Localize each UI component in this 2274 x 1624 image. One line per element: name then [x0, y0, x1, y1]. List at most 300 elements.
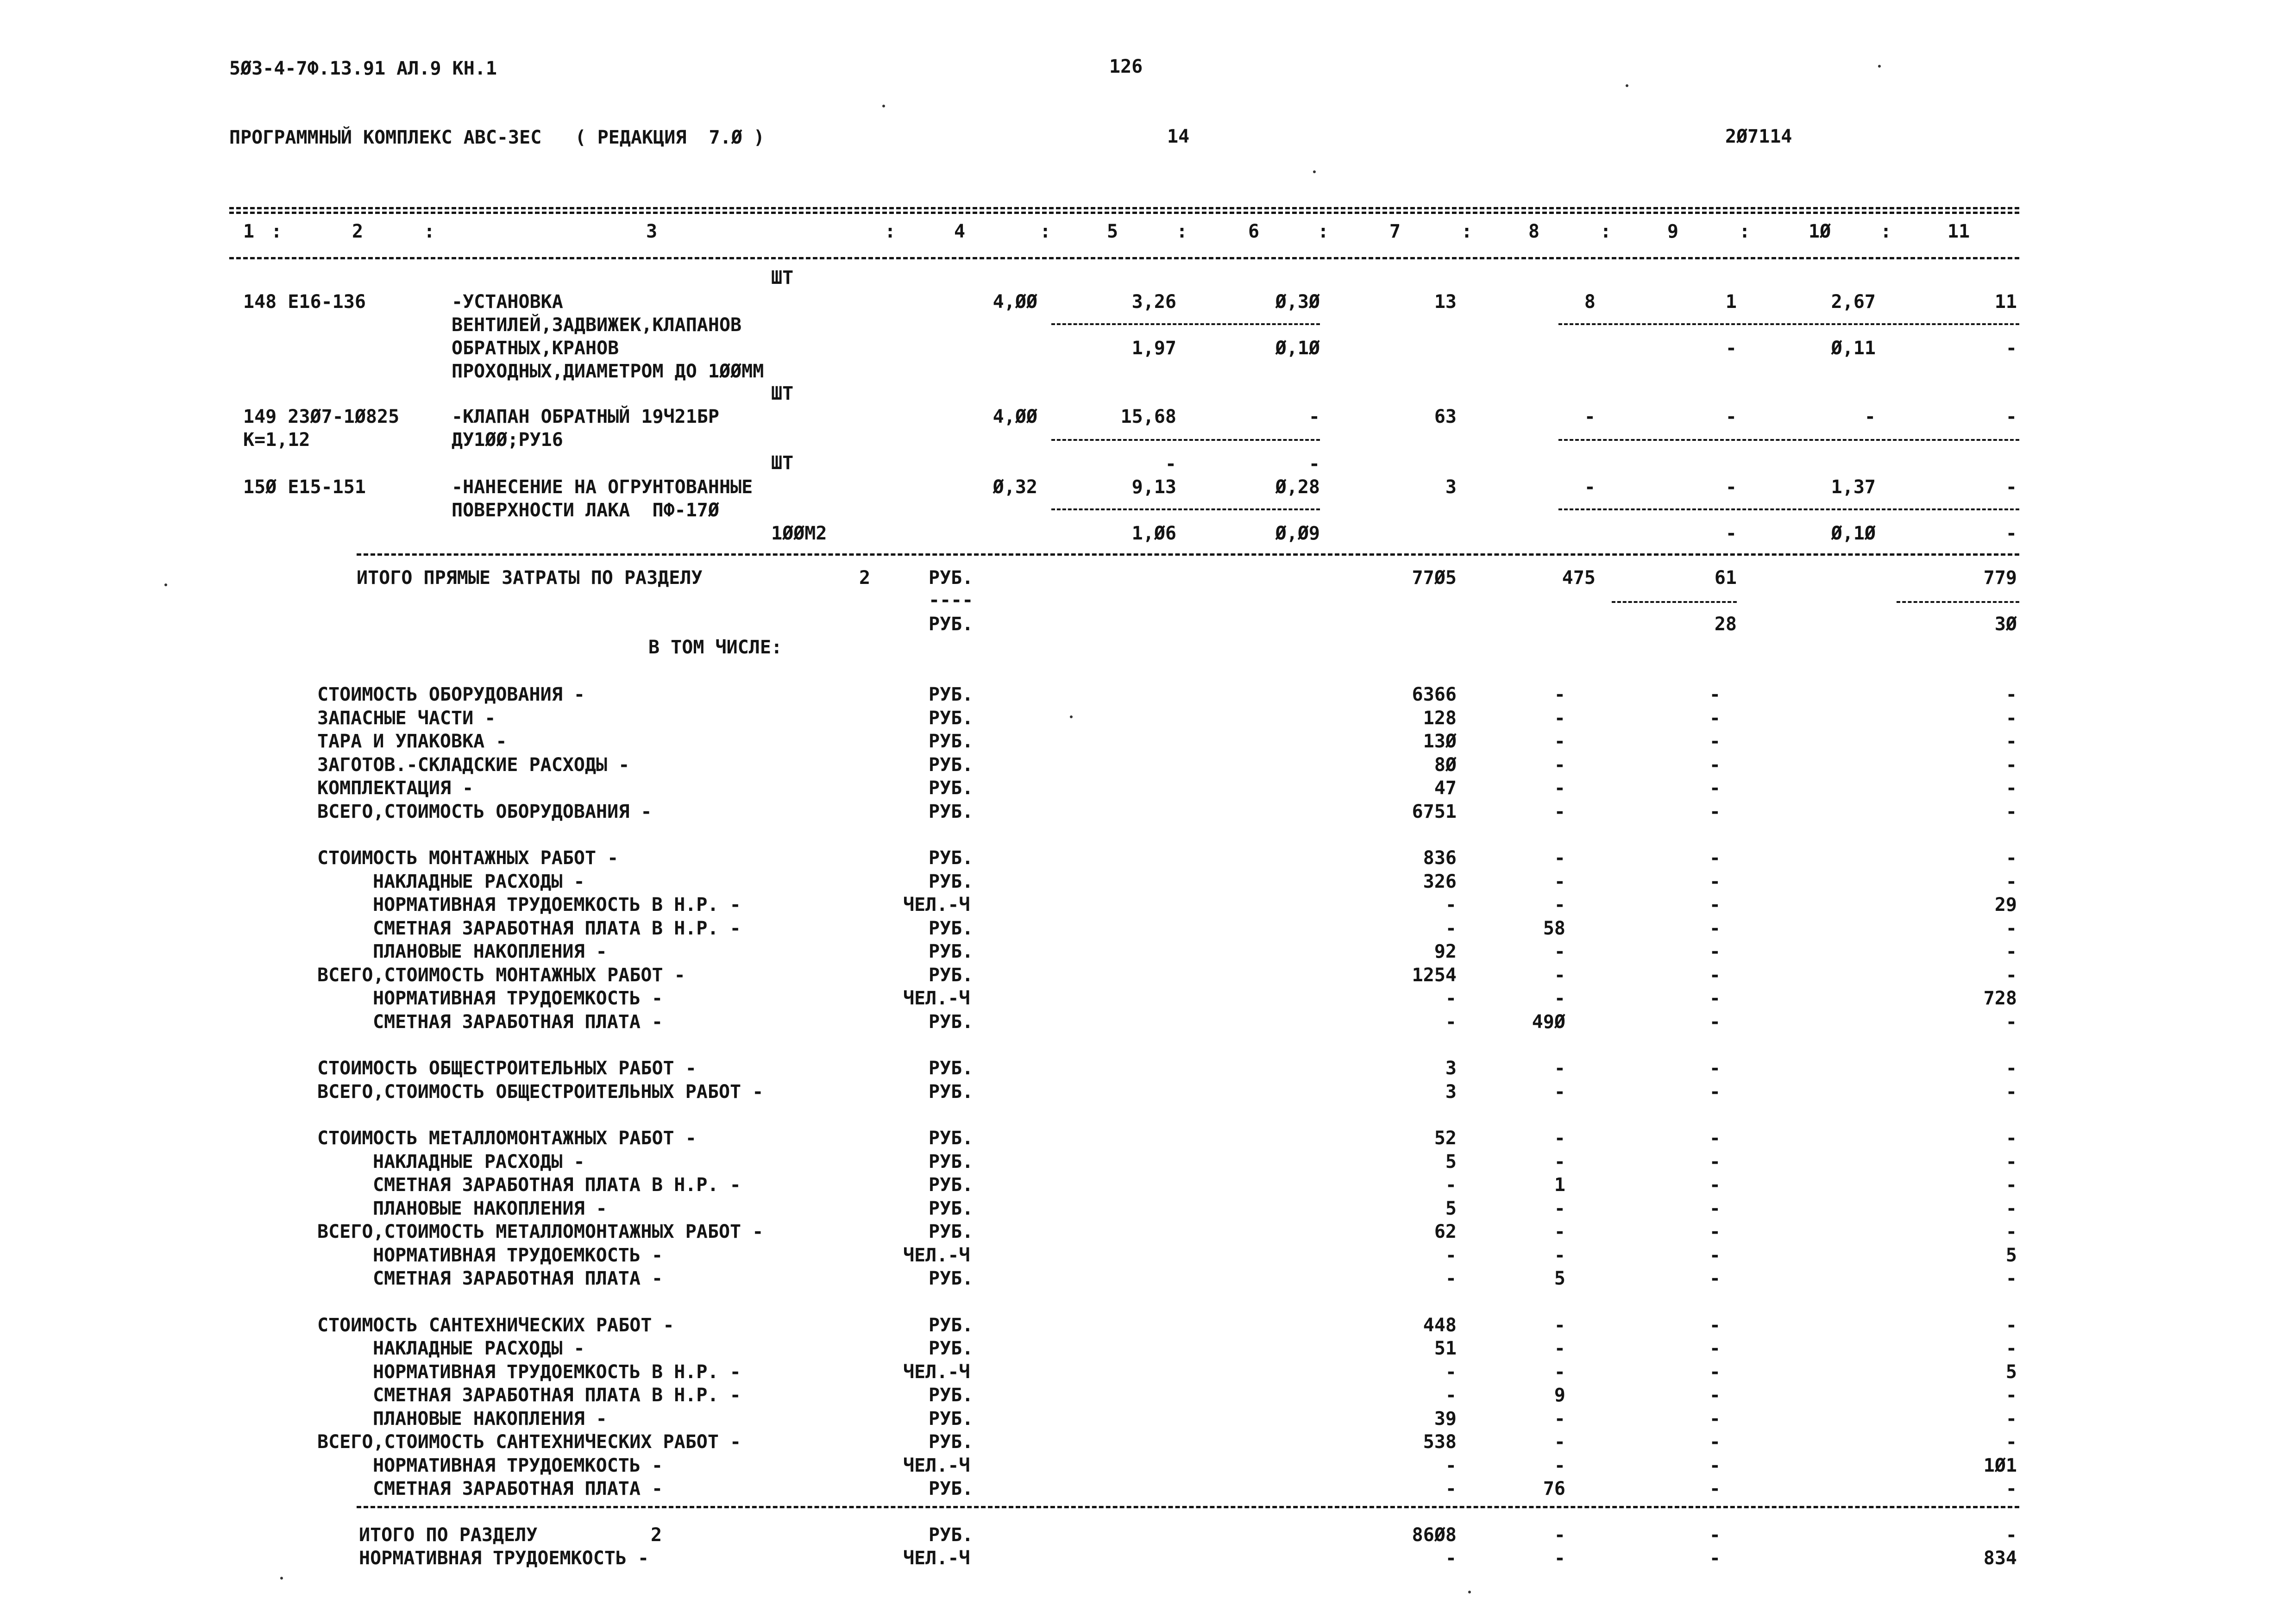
summary-label: ПЛАНОВЫЕ НАКОПЛЕНИЯ - [373, 1408, 607, 1430]
summary-unit: РУБ. [929, 1338, 974, 1359]
column-separator: : [1318, 221, 1329, 242]
summary-c8: - [1554, 847, 1565, 869]
summary-label: СТОИМОСТЬ МОНТАЖНЫХ РАБОТ - [317, 847, 619, 869]
summary-c11: - [2005, 1198, 2017, 1219]
column-separator: : [271, 221, 283, 242]
summary-c11: - [2005, 1431, 2017, 1453]
summary-c11: - [2005, 801, 2017, 822]
summary-c7: 13Ø [1423, 731, 1457, 752]
item-150-c6b: Ø,Ø9 [1275, 523, 1320, 544]
item-150-c9b: - [1725, 523, 1737, 544]
summary-c8: - [1554, 731, 1565, 752]
summary-label: ТАРА И УПАКОВКА - [317, 731, 507, 752]
direct-costs-unit: РУБ. [929, 567, 974, 589]
summary-c7: - [1445, 1361, 1457, 1383]
item-150-c5: 9,13 [1131, 477, 1176, 498]
item-149-c10: - [1864, 406, 1876, 427]
summary-c7: - [1445, 1011, 1457, 1033]
item-148-c11b: - [2005, 338, 2017, 359]
item-148-sep-b [1558, 323, 2019, 325]
summary-c8: - [1554, 1244, 1565, 1266]
summary-c11: 5 [2005, 1361, 2017, 1383]
item-148-c8: 8 [1584, 291, 1596, 313]
summary-unit: РУБ. [929, 1011, 974, 1033]
scan-speck [1626, 84, 1628, 87]
summary-c7: - [1445, 988, 1457, 1009]
column-header-4: 4 [954, 221, 966, 242]
summary-c8: 49Ø [1532, 1011, 1565, 1033]
summary-unit: РУБ. [929, 1431, 974, 1453]
total-c9: - [1709, 1524, 1721, 1546]
summary-c8: - [1554, 1081, 1565, 1103]
summary-unit: РУБ. [929, 1385, 974, 1406]
summary-c7: - [1445, 1478, 1457, 1499]
summary-c7: 5 [1445, 1198, 1457, 1219]
column-separator: : [1040, 221, 1051, 242]
item-148-c9: 1 [1725, 291, 1737, 313]
total-label: НОРМАТИВНАЯ ТРУДОЕМКОСТЬ - [359, 1548, 649, 1569]
summary-c8: 1 [1554, 1174, 1565, 1196]
summary-c7: 3 [1445, 1058, 1457, 1079]
summary-c9: - [1709, 871, 1721, 892]
program-title: ПРОГРАММНЫЙ КОМПЛЕКС АВС-3ЕС ( РЕДАКЦИЯ 7.Ø ) [229, 127, 765, 148]
summary-label: НАКЛАДНЫЕ РАСХОДЫ - [373, 1151, 585, 1173]
item-149-sep-a [1051, 439, 1320, 441]
summary-c9: - [1709, 1151, 1721, 1173]
total-label: ИТОГО ПО РАЗДЕЛУ [359, 1524, 538, 1546]
summary-c9: - [1709, 964, 1721, 986]
column-header-9: 9 [1667, 221, 1679, 242]
summary-c7: 6366 [1412, 684, 1457, 705]
item-150-c7: 3 [1445, 477, 1457, 498]
summary-c11: - [2005, 1151, 2017, 1173]
item-149-c6: - [1308, 406, 1320, 427]
column-header-1Ø: 1Ø [1809, 221, 1831, 242]
item-148-desc-4: ПРОХОДНЫХ,ДИАМЕТРОМ ДО 1ØØММ [452, 361, 764, 382]
summary-c9: - [1709, 1431, 1721, 1453]
direct-costs-label: ИТОГО ПРЯМЫЕ ЗАТРАТЫ ПО РАЗДЕЛУ [357, 567, 703, 589]
item-148-desc: -УСТАНОВКА [452, 291, 563, 313]
item-150-c11: - [2005, 477, 2017, 498]
summary-c11: - [2005, 1221, 2017, 1242]
summary-c11: - [2005, 1385, 2017, 1406]
summary-label: СМЕТНАЯ ЗАРАБОТНАЯ ПЛАТА В Н.Р. - [373, 1385, 741, 1406]
summary-c9: - [1709, 754, 1721, 776]
item-148-c5: 3,26 [1131, 291, 1176, 313]
summary-c8: - [1554, 1314, 1565, 1336]
item-150-id: 15Ø Е15-151 [243, 477, 366, 498]
column-separator: : [424, 221, 435, 242]
total-c8: - [1554, 1524, 1565, 1546]
item-149-c9: - [1725, 406, 1737, 427]
page-number: 126 [1109, 56, 1143, 77]
column-header-1: 1 [243, 221, 255, 242]
document-code: 5Ø3-4-7Ф.13.91 АЛ.9 КН.1 [229, 58, 497, 79]
summary-c11: - [2005, 1478, 2017, 1499]
item-149-c11: - [2005, 406, 2017, 427]
summary-label: СМЕТНАЯ ЗАРАБОТНАЯ ПЛАТА - [373, 1268, 663, 1289]
item-149-desc: -КЛАПАН ОБРАТНЫЙ 19Ч21БР [452, 406, 719, 427]
summary-label: ВСЕГО,СТОИМОСТЬ МОНТАЖНЫХ РАБОТ - [317, 964, 685, 986]
unit-148: ШТ [771, 267, 794, 288]
summary-label: НОРМАТИВНАЯ ТРУДОЕМКОСТЬ - [373, 988, 663, 1009]
summary-unit: РУБ. [929, 801, 974, 822]
item-148-c10: 2,67 [1831, 291, 1876, 313]
summary-unit: РУБ. [929, 778, 974, 799]
summary-c7: 39 [1434, 1408, 1457, 1430]
summary-unit: РУБ. [929, 731, 974, 752]
item-150-sep-a [1051, 508, 1320, 510]
summary-label: СМЕТНАЯ ЗАРАБОТНАЯ ПЛАТА В Н.Р. - [373, 1174, 741, 1196]
summary-label: СМЕТНАЯ ЗАРАБОТНАЯ ПЛАТА - [373, 1478, 663, 1499]
summary-c11: - [2005, 731, 2017, 752]
summary-c11: - [2005, 1011, 2017, 1033]
summary-c11: - [2005, 1174, 2017, 1196]
item-149-c7: 63 [1434, 406, 1457, 427]
summary-c8: - [1554, 707, 1565, 729]
summary-unit: РУБ. [929, 964, 974, 986]
summary-label: НОРМАТИВНАЯ ТРУДОЕМКОСТЬ - [373, 1455, 663, 1476]
summary-c8: - [1554, 871, 1565, 892]
top-rule-2 [229, 212, 2019, 214]
item-149-c6b: - [1308, 453, 1320, 475]
scan-speck [280, 1577, 283, 1580]
summary-c9: - [1709, 1314, 1721, 1336]
item-149-qty: 4,ØØ [993, 406, 1037, 427]
summary-unit: РУБ. [929, 1058, 974, 1079]
summary-c8: - [1554, 1431, 1565, 1453]
column-separator: : [1600, 221, 1612, 242]
summary-c7: 326 [1423, 871, 1457, 892]
direct-costs-c8: 475 [1562, 567, 1596, 589]
direct-costs-sep-b [1897, 601, 2019, 603]
unit-149: ШТ [771, 383, 794, 404]
summary-label: ЗАГОТОВ.-СКЛАДСКИЕ РАСХОДЫ - [317, 754, 630, 776]
item-149-id-2: К=1,12 [243, 429, 310, 451]
direct-costs-section: 2 [859, 567, 871, 589]
summary-unit: РУБ. [929, 847, 974, 869]
item-148-sep-a [1051, 323, 1320, 325]
summary-c7: 52 [1434, 1128, 1457, 1149]
summary-c9: - [1709, 941, 1721, 962]
summary-c7: 3 [1445, 1081, 1457, 1103]
item-149-c8: - [1584, 406, 1596, 427]
summary-label: НАКЛАДНЫЕ РАСХОДЫ - [373, 871, 585, 892]
item-148-c11: 11 [1994, 291, 2017, 313]
summary-c9: - [1709, 684, 1721, 705]
summary-c9: - [1709, 801, 1721, 822]
summary-c11: - [2005, 707, 2017, 729]
item-148-qty: 4,ØØ [993, 291, 1037, 313]
summary-label: ЗАПАСНЫЕ ЧАСТИ - [317, 707, 496, 729]
summary-c9: - [1709, 894, 1721, 915]
summary-label: НОРМАТИВНАЯ ТРУДОЕМКОСТЬ В Н.Р. - [373, 894, 741, 915]
item-150-qty: Ø,32 [993, 477, 1037, 498]
summary-label: СТОИМОСТЬ ОБЩЕСТРОИТЕЛЬНЫХ РАБОТ - [317, 1058, 697, 1079]
summary-c11: - [2005, 917, 2017, 939]
summary-label: ВСЕГО,СТОИМОСТЬ САНТЕХНИЧЕСКИХ РАБОТ - [317, 1431, 741, 1453]
summary-c8: 9 [1554, 1385, 1565, 1406]
column-header-11: 11 [1947, 221, 1970, 242]
summary-unit: РУБ. [929, 1198, 974, 1219]
summary-unit: РУБ. [929, 1151, 974, 1173]
direct-costs-dash: ---- [929, 589, 974, 611]
total-section: 2 [651, 1524, 662, 1546]
summary-c7: 128 [1423, 707, 1457, 729]
summary-c11: - [2005, 1408, 2017, 1430]
column-header-7: 7 [1389, 221, 1401, 242]
summary-label: ВСЕГО,СТОИМОСТЬ МЕТАЛЛОМОНТАЖНЫХ РАБОТ - [317, 1221, 764, 1242]
summary-c8: 5 [1554, 1268, 1565, 1289]
summary-c7: 47 [1434, 778, 1457, 799]
summary-unit: ЧЕЛ.-Ч [903, 988, 970, 1009]
item-150-c9: - [1725, 477, 1737, 498]
column-header-5: 5 [1107, 221, 1118, 242]
total-unit: РУБ. [929, 1524, 974, 1546]
summary-c8: - [1554, 894, 1565, 915]
column-header-8: 8 [1528, 221, 1540, 242]
direct-costs-c9: 61 [1714, 567, 1737, 589]
summary-unit: РУБ. [929, 707, 974, 729]
summary-c9: - [1709, 1198, 1721, 1219]
summary-c11: - [2005, 964, 2017, 986]
item-148-id: 148 Е16-136 [243, 291, 366, 313]
item-150-c10b: Ø,1Ø [1831, 523, 1876, 544]
item-150-desc: -НАНЕСЕНИЕ НА ОГРУНТОВАННЫЕ [452, 477, 753, 498]
summary-label: КОМПЛЕКТАЦИЯ - [317, 778, 474, 799]
direct-costs-rule [357, 553, 2019, 556]
summary-c11: - [2005, 941, 2017, 962]
summary-c7: - [1445, 894, 1457, 915]
total-unit: ЧЕЛ.-Ч [903, 1548, 970, 1569]
item-148-desc-3: ОБРАТНЫХ,КРАНОВ [452, 338, 619, 359]
item-148-c6: Ø,3Ø [1275, 291, 1320, 313]
summary-c11: 29 [1994, 894, 2017, 915]
summary-c7: - [1445, 1385, 1457, 1406]
total-c11: - [2005, 1524, 2017, 1546]
total-c9: - [1709, 1548, 1721, 1569]
summary-c9: - [1709, 988, 1721, 1009]
column-separator: : [885, 221, 896, 242]
summary-unit: РУБ. [929, 1174, 974, 1196]
summary-label: ПЛАНОВЫЕ НАКОПЛЕНИЯ - [373, 941, 607, 962]
summary-c9: - [1709, 1221, 1721, 1242]
summary-c9: - [1709, 847, 1721, 869]
summary-c7: 51 [1434, 1338, 1457, 1359]
item-150-c8: - [1584, 477, 1596, 498]
summary-c11: - [2005, 684, 2017, 705]
scan-speck [882, 105, 885, 107]
item-148-c10b: Ø,11 [1831, 338, 1876, 359]
item-150-c10: 1,37 [1831, 477, 1876, 498]
summary-label: НОРМАТИВНАЯ ТРУДОЕМКОСТЬ - [373, 1244, 663, 1266]
summary-unit: РУБ. [929, 1408, 974, 1430]
summary-c8: - [1554, 1408, 1565, 1430]
summary-c11: - [2005, 1314, 2017, 1336]
summary-label: СМЕТНАЯ ЗАРАБОТНАЯ ПЛАТА В Н.Р. - [373, 917, 741, 939]
summary-c8: - [1554, 1338, 1565, 1359]
sheet-number: 14 [1167, 126, 1190, 147]
summary-c11: - [2005, 1338, 2017, 1359]
final-total-rule [357, 1506, 2019, 1508]
item-148-c9b: - [1725, 338, 1737, 359]
column-separator: : [1176, 221, 1188, 242]
summary-c11: - [2005, 1058, 2017, 1079]
item-149-sep-b [1558, 439, 2019, 441]
summary-label: СТОИМОСТЬ САНТЕХНИЧЕСКИХ РАБОТ - [317, 1314, 674, 1336]
summary-c9: - [1709, 1478, 1721, 1499]
scan-speck [1313, 170, 1316, 173]
summary-c9: - [1709, 1268, 1721, 1289]
summary-c9: - [1709, 1455, 1721, 1476]
summary-label: ВСЕГО,СТОИМОСТЬ ОБЩЕСТРОИТЕЛЬНЫХ РАБОТ - [317, 1081, 764, 1103]
summary-unit: ЧЕЛ.-Ч [903, 1244, 970, 1266]
direct-costs-c11b: 3Ø [1994, 614, 2017, 635]
summary-c8: - [1554, 1361, 1565, 1383]
summary-c8: 58 [1543, 917, 1565, 939]
column-header-6: 6 [1248, 221, 1260, 242]
summary-c9: - [1709, 1408, 1721, 1430]
summary-c9: - [1709, 917, 1721, 939]
summary-c9: - [1709, 778, 1721, 799]
direct-costs-unit-2: РУБ. [929, 614, 974, 635]
summary-c7: 8Ø [1434, 754, 1457, 776]
summary-c8: - [1554, 778, 1565, 799]
summary-c8: - [1554, 684, 1565, 705]
summary-unit: РУБ. [929, 941, 974, 962]
summary-c9: - [1709, 1011, 1721, 1033]
unit-150: ШТ [771, 452, 794, 474]
summary-label: СТОИМОСТЬ ОБОРУДОВАНИЯ - [317, 684, 585, 705]
summary-unit: ЧЕЛ.-Ч [903, 894, 970, 915]
summary-c11: - [2005, 778, 2017, 799]
summary-c9: - [1709, 1385, 1721, 1406]
summary-c8: - [1554, 1198, 1565, 1219]
item-150-c5b: 1,Ø6 [1131, 523, 1176, 544]
summary-c8: 76 [1543, 1478, 1565, 1499]
summary-c7: 1254 [1412, 964, 1457, 986]
summary-c11: 728 [1983, 988, 2017, 1009]
top-rule [229, 207, 2019, 209]
summary-unit: РУБ. [929, 754, 974, 776]
summary-c8: - [1554, 964, 1565, 986]
summary-c7: 448 [1423, 1314, 1457, 1336]
summary-unit: РУБ. [929, 684, 974, 705]
summary-c7: - [1445, 1455, 1457, 1476]
summary-unit: РУБ. [929, 917, 974, 939]
scan-speck [1070, 715, 1073, 718]
total-c7: 86Ø8 [1412, 1524, 1457, 1546]
summary-c7: - [1445, 1174, 1457, 1196]
item-149-desc-2: ДУ1ØØ;РУ16 [452, 429, 563, 451]
summary-c7: 92 [1434, 941, 1457, 962]
summary-c8: - [1554, 1455, 1565, 1476]
item-148-c7: 13 [1434, 291, 1457, 313]
summary-label: ВСЕГО,СТОИМОСТЬ ОБОРУДОВАНИЯ - [317, 801, 652, 822]
item-150-c11b: - [2005, 523, 2017, 544]
column-separator: : [1739, 221, 1751, 242]
direct-costs-c11: 779 [1983, 567, 2017, 589]
item-150-sep-b [1558, 508, 2019, 510]
summary-c9: - [1709, 731, 1721, 752]
summary-unit: РУБ. [929, 871, 974, 892]
summary-c7: 836 [1423, 847, 1457, 869]
summary-label: СТОИМОСТЬ МЕТАЛЛОМОНТАЖНЫХ РАБОТ - [317, 1128, 697, 1149]
summary-c7: - [1445, 917, 1457, 939]
summary-c9: - [1709, 1244, 1721, 1266]
summary-label: НОРМАТИВНАЯ ТРУДОЕМКОСТЬ В Н.Р. - [373, 1361, 741, 1383]
column-header-3: 3 [646, 221, 658, 242]
summary-c9: - [1709, 1058, 1721, 1079]
summary-c7: 538 [1423, 1431, 1457, 1453]
total-c11: 834 [1983, 1548, 2017, 1569]
direct-costs-sep-a [1612, 601, 1737, 603]
summary-c8: - [1554, 1151, 1565, 1173]
summary-c11: - [2005, 1268, 2017, 1289]
summary-c11: 5 [2005, 1244, 2017, 1266]
summary-c9: - [1709, 1338, 1721, 1359]
item-149-id: 149 23Ø7-1Ø825 [243, 406, 400, 427]
item-148-c6b: Ø,1Ø [1275, 338, 1320, 359]
scan-speck [1468, 1591, 1471, 1593]
summary-c11: - [2005, 1128, 2017, 1149]
summary-unit: РУБ. [929, 1268, 974, 1289]
scan-speck [1878, 65, 1881, 68]
summary-unit: РУБ. [929, 1221, 974, 1242]
summary-c8: - [1554, 801, 1565, 822]
header-bottom-rule [229, 257, 2019, 259]
summary-c11: - [2005, 847, 2017, 869]
summary-c8: - [1554, 1058, 1565, 1079]
item-148-c5b: 1,97 [1131, 338, 1176, 359]
total-c7: - [1445, 1548, 1457, 1569]
summary-c7: 6751 [1412, 801, 1457, 822]
summary-c11: - [2005, 754, 2017, 776]
summary-c9: - [1709, 1361, 1721, 1383]
summary-c8: - [1554, 1221, 1565, 1242]
summary-unit: РУБ. [929, 1314, 974, 1336]
summary-c9: - [1709, 1081, 1721, 1103]
item-149-c5b: - [1165, 453, 1176, 475]
summary-c8: - [1554, 1128, 1565, 1149]
summary-unit: РУБ. [929, 1478, 974, 1499]
unit-150-b: 1ØØМ2 [771, 523, 827, 544]
summary-c9: - [1709, 1128, 1721, 1149]
column-separator: : [1461, 221, 1473, 242]
summary-c8: - [1554, 988, 1565, 1009]
document-number: 2Ø7114 [1725, 126, 1792, 147]
summary-c7: - [1445, 1268, 1457, 1289]
summary-c7: 62 [1434, 1221, 1457, 1242]
column-separator: : [1880, 221, 1892, 242]
summary-c8: - [1554, 941, 1565, 962]
summary-c8: - [1554, 754, 1565, 776]
summary-c9: - [1709, 1174, 1721, 1196]
including-heading: В ТОМ ЧИСЛЕ: [648, 637, 782, 658]
summary-label: ПЛАНОВЫЕ НАКОПЛЕНИЯ - [373, 1198, 607, 1219]
summary-unit: ЧЕЛ.-Ч [903, 1361, 970, 1383]
summary-c7: 5 [1445, 1151, 1457, 1173]
summary-c9: - [1709, 707, 1721, 729]
direct-costs-c9b: 28 [1714, 614, 1737, 635]
item-148-desc-2: ВЕНТИЛЕЙ,ЗАДВИЖЕК,КЛАПАНОВ [452, 314, 742, 336]
summary-c11: - [2005, 871, 2017, 892]
summary-unit: ЧЕЛ.-Ч [903, 1455, 970, 1476]
summary-label: НАКЛАДНЫЕ РАСХОДЫ - [373, 1338, 585, 1359]
summary-unit: РУБ. [929, 1081, 974, 1103]
scan-speck [164, 583, 167, 586]
item-150-desc-2: ПОВЕРХНОСТИ ЛАКА ПФ-17Ø [452, 500, 719, 521]
